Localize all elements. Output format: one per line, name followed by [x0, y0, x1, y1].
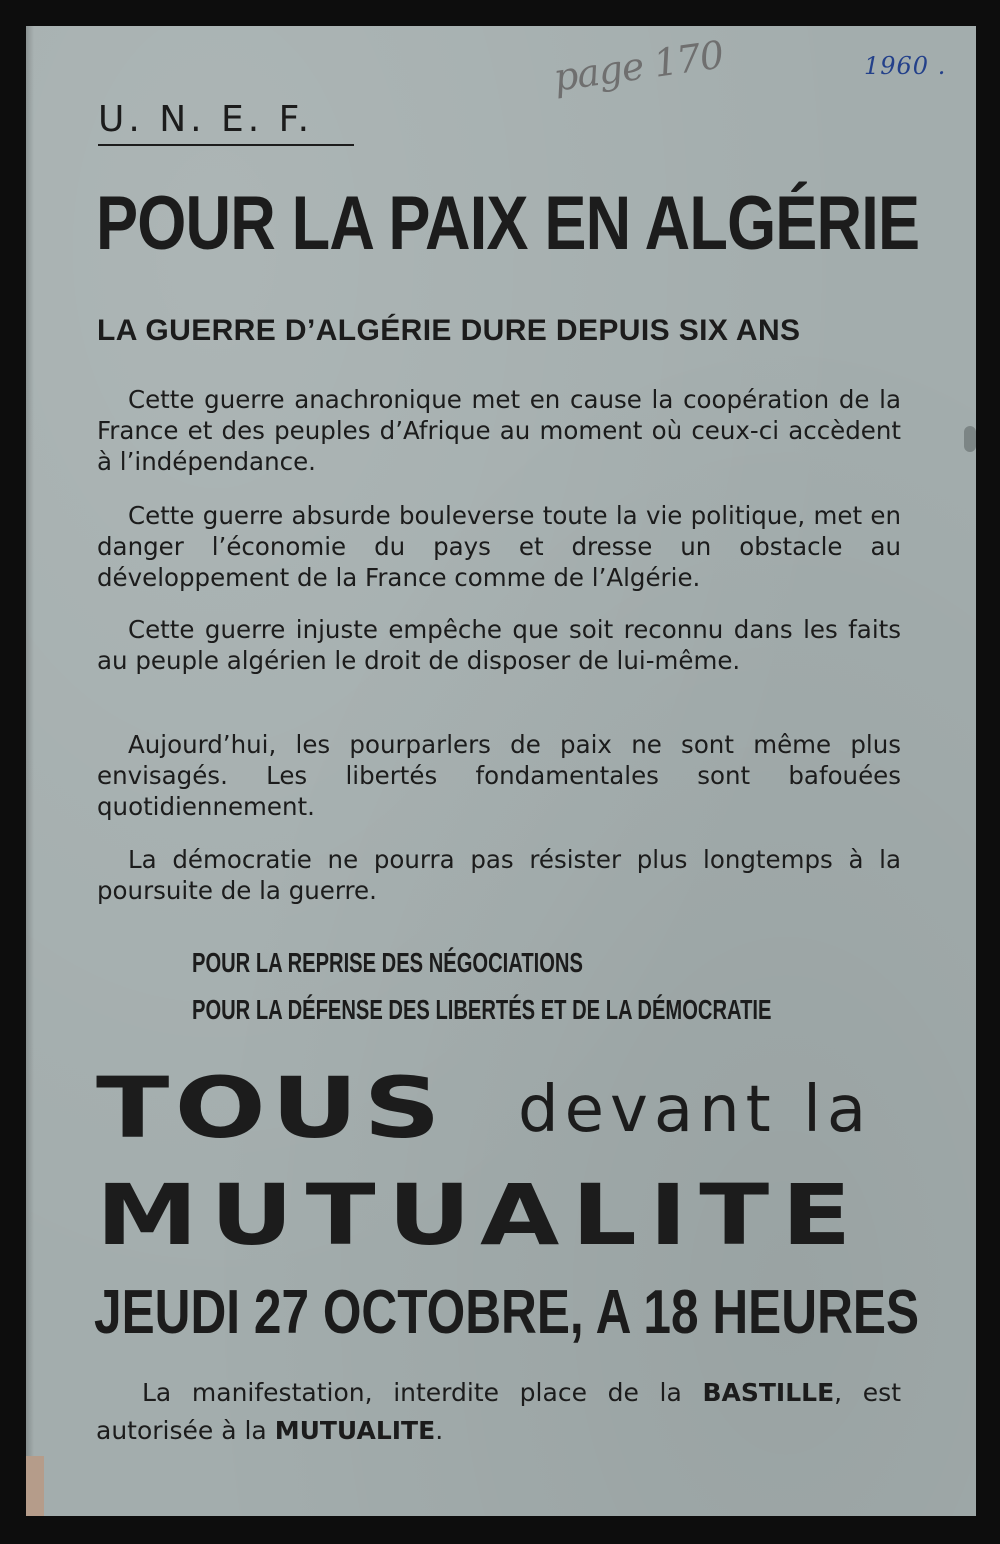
- organization-header: U. N. E. F.: [98, 99, 354, 146]
- paper-hole-mark: [964, 426, 976, 452]
- paper-edge-shadow: [26, 26, 34, 1516]
- final-note-part2: , est autorisée à la: [96, 1378, 901, 1445]
- call-place-mutualite: MUTUALITE: [96, 1166, 864, 1264]
- final-note-part3: .: [435, 1416, 444, 1445]
- final-note-part1: La manifestation, interdite place de la: [142, 1378, 703, 1407]
- leaflet-subtitle: LA GUERRE D’ALGÉRIE DURE DEPUIS SIX ANS: [97, 314, 801, 347]
- slogan-negociations: POUR LA REPRISE DES NÉGOCIATIONS: [192, 947, 583, 978]
- paragraph-3: Cette guerre injuste empêche que soit reconnu dans les faits au peuple algérien le droit de disposer de lui-même.: [97, 615, 901, 675]
- event-date-line: JEUDI 27 OCTOBRE, A 18 HEURES: [94, 1278, 920, 1347]
- final-note-bastille: BASTILLE: [702, 1378, 835, 1407]
- paragraph-5: La démocratie ne pourra pas résister plus longtemps à la poursuite de la guerre.: [97, 845, 901, 905]
- handwritten-year-note: 1960 .: [864, 52, 947, 80]
- paragraph-2: Cette guerre absurde bouleverse toute la vie politique, met en danger l’économie du pays et dresse un obstacle au développement de la France comme de l’Algérie.: [97, 501, 901, 592]
- paragraph-1: Cette guerre anachronique met en cause la coopération de la France et des peuples d’Afrique au moment où ceux-ci accèdent à l’indépendance.: [97, 385, 901, 476]
- paper-stain: [26, 1456, 44, 1516]
- handwritten-page-note: page 170: [550, 32, 726, 100]
- call-word-tous: TOUS: [96, 1059, 446, 1157]
- call-word-devant-la: devant la: [518, 1073, 873, 1147]
- slogan-libertes: POUR LA DÉFENSE DES LIBERTÉS ET DE LA DÉMOCRATIE: [192, 994, 772, 1025]
- leaflet-sheet: [26, 26, 976, 1516]
- final-note-mutualite: MUTUALITE: [274, 1416, 436, 1445]
- final-note: [96, 1374, 901, 1450]
- leaflet-title: POUR LA PAIX EN ALGÉRIE: [96, 181, 920, 266]
- paragraph-4: Aujourd’hui, les pourparlers de paix ne sont même plus envisagés. Les libertés fondamentales sont bafouées quotidiennement.: [97, 730, 901, 821]
